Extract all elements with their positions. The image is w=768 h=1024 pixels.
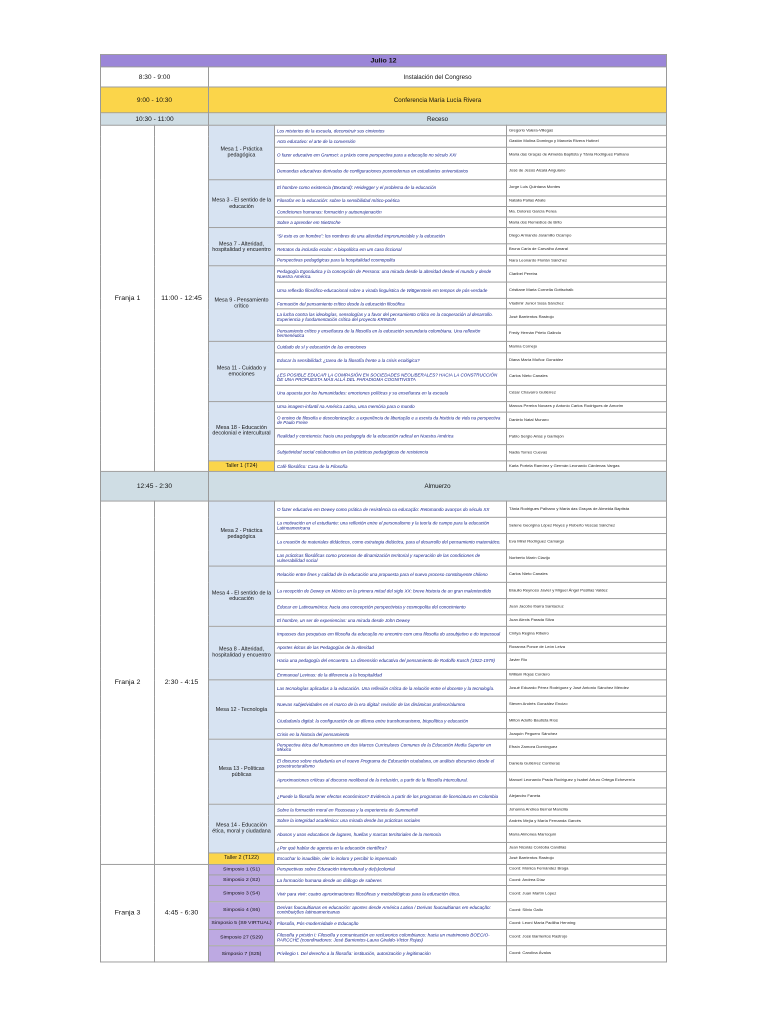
talk-author: Juan Nicolás Cordoba Candilas [507,842,667,853]
talk-author: Carlos Nieto Canales [507,566,667,582]
event-label: Conferencia María Lucía Rivera [209,87,667,113]
talk-title: Realidad y conciencia: hacia una pedagogía de la educación radical en Nuestra América [275,428,507,444]
talk-author: Manuel Leonardo Prada Rodríguez y Isabel Arturo Ortega Echeverría [507,772,667,788]
session-label: Simposio 3 (S4) [209,886,275,902]
talk-title: Impasses das pesquisas em filosofia da educação no encontro com uma filosofia do assubjetivo e do impessoal [275,626,507,642]
talk-title: Perspectiva ética del humanismo en dos Marcos Curriculares Comunes de la Educación Media Superior en México [275,740,507,756]
session-label: Mesa 3 - El sentido de la educación [209,179,275,228]
talk-title: Café filosófico: Casa de la Filosofía [275,461,507,472]
talk-author: Coord: José Barrientos Rastrojo [507,929,667,945]
talk-title: Filosofía y prisión I: Filosofía y comunicación en recluvorios colombianos: hacia un matrimonio BOECIO-PARCCHE (coordinadores: José Barrientos-Laura Giraldo-Víctor Rojas) [275,929,507,945]
talk-author: Daniela Gutiérrez Contreras [507,756,667,772]
talk-author: Roxanna Ponce de León Leiva [507,642,667,653]
talk-author: Carlos Nieto Canales [507,369,667,385]
session-label: Simposio 4 (S6) [209,902,275,918]
talk-title: ¿Puede la filosofía tener efectos económicos? Evidencia a partir de los programas de licenciatura en Colombia [275,788,507,804]
talk-author: Gregorio Valera-Villegas [507,125,667,136]
session-label: Simposio 1 (S1) [209,864,275,875]
talk-author: Jorge Luis Quintana Montes [507,179,667,195]
talk-author: Karla Portela Ramírez y Germán Leonardo Cárdenas Vargas [507,461,667,472]
talk-title: O fazer educativo em Gramsci: a práxis como perspectiva para a educação no século XXI [275,147,507,163]
time-slot: 12:45 - 2:30 [101,472,209,502]
time-slot: 10:30 - 11:00 [101,113,209,125]
event-label: Instalación del Congreso [209,67,667,87]
session-label: Mesa 1 - Práctica pedagógica [209,125,275,179]
talk-author: Pablo Sergio Arias y Garlrejón [507,428,667,444]
talk-author: Diego Armando Jaramillo Ocampo [507,228,667,244]
talk-author: Eva Mirel Rodríguez Camargo [507,534,667,550]
talk-author: Javier Rio [507,653,667,669]
talk-author: Coord: Leoní María Padilha Henning [507,918,667,929]
talk-title: Educar en Latinoamérica: hacia una concepción perspectivista y cosmopolita del conocimiento [275,599,507,615]
talk-title: El discurso sobre ciudadanía en el nuevo Programa de Educación ciudadana, un análisis discursivo desde el posestructuralismo [275,756,507,772]
talk-title: La creación de materiales didácticos, como estrategia didáctica, para el desarrollo del pensamiento matemático. [275,534,507,550]
talk-author: Coord: Andrea Díaz [507,875,667,886]
talk-title: Educar la sensibilidad: ¿tarea de la filosofía frente a la crisis ecológica? [275,353,507,369]
talk-author: Selene Georgina López Reyes y Roberto Vescas Sánchez [507,518,667,534]
talk-title: Uma imagem-infantil na América Latina, uma memória para o mundo [275,401,507,412]
franja-label: Franja 2 [101,501,155,864]
talk-author: Vladimir Junior Sosa Sánchez [507,298,667,309]
session-label: Mesa 2 - Práctica pedagógica [209,501,275,566]
talk-title: Derivas foucaultianas en educación: aportes desde América Latina / Derivas foucaultianas em educação: contribuições latinoamericanas [275,902,507,918]
talk-title: La recepción de Dewey en México en la primera mitad del siglo XX: breve historia de un gran malentendido [275,583,507,599]
talk-author: Alejandro Faneta [507,788,667,804]
talk-author: José Barrientos Rastrojo [507,309,667,325]
talk-title: Aportes éticos de las Pedagogías de la Alteridad [275,642,507,653]
talk-title: Vivir para vivir: cuatro aproximaciones filosóficas y metodológicas para la educación ética. [275,886,507,902]
franja-label: Franja 3 [101,864,155,961]
talk-author: Ma. Dolores García Perea [507,206,667,217]
talk-title: Subjetividad social colaborativa en las prácticas pedagógicas de resistencia [275,445,507,461]
talk-author: María Almonea Marroquín [507,826,667,842]
talk-title: Filosofia, Pós-modernidade e Educação [275,918,507,929]
session-label: Simposio 5 (S9 VIRTUAL) [209,918,275,929]
talk-title: Perspectivas pedagógicas para la hospitalidad cosmopolita [275,255,507,266]
talk-author: Nara Leonardo Florián Sánchez [507,255,667,266]
talk-title: Abusos y usos educativos de lugares, huellas y marcas territoriales de la memoria [275,826,507,842]
talk-author: Bruna Carla de Carvalho Amaral [507,244,667,255]
talk-title: ¿Por qué hablar de agencia en la educación científica? [275,842,507,853]
session-label: Mesa 7 - Alteridad, hospitalidad y encuentro [209,228,275,266]
session-label: Simposio 27 (S29) [209,929,275,945]
talk-author: Claribel Pereira [507,266,667,282]
session-label: Mesa 13 - Políticas públicas [209,740,275,805]
session-label: Taller 2 (T122) [209,853,275,864]
talk-author: Norberto Marín Clavijo [507,550,667,566]
talk-title: El hombre, un ser de experiencias: una mirada desde John Dewey [275,615,507,626]
talk-author: Efraín Zamora Domínguez [507,740,667,756]
session-label: Mesa 4 - El sentido de la educación [209,566,275,626]
franja-time: 4:45 - 6:30 [155,864,209,961]
talk-author: Milton Adolfo Bautista Ríos [507,713,667,729]
talk-title: Demandas educativas derivadas de configuraciones posmodernas en estudiantes universitarios [275,163,507,179]
talk-title: Sobre a aprender em Nietzsche [275,217,507,228]
talk-title: Formación del pensamiento crítico desde la educación filosófica [275,298,507,309]
franja-time: 2:30 - 4:15 [155,501,209,864]
session-label: Mesa 14 - Educación ética, moral y ciudadana [209,805,275,854]
talk-title: La formación humana desde un diálogo de saberes [275,875,507,886]
talk-title: El hombre como existencia (Bextand): Heidegger y el problema de la educación [275,179,507,195]
talk-title: Filosofar en la educación: sobre la sensibilidad mítico-poética [275,196,507,207]
talk-author: Coord: Mónica Fernández Braga [507,864,667,875]
talk-author: José Barrientos Rastrojo [507,853,667,864]
talk-author: Cristiane Maria Cornelia Gottschalk [507,282,667,298]
talk-author: Johanna Andrea Bernal Mancilla [507,805,667,816]
talk-author: Coord: Juan Martín López [507,886,667,902]
talk-title: Las prácticas filosóficas como procesos de dinamización territorial y superación de las condiciones de vulnerabilidad social [275,550,507,566]
talk-title: Emmanuel Levinas: de la diferencia a la hospitalidad [275,669,507,680]
talk-title: Retratos da inclusão ecolar: A biopolítica em um caso ficcional [275,244,507,255]
talk-title: Condiciones humanas: formación y autoenajenación [275,206,507,217]
time-slot: 9:00 - 10:30 [101,87,209,113]
talk-author: Braulio Reynoso Javier y Miguel Ángel Posillas Valdez [507,583,667,599]
talk-title: La motivación en el estudiante: una reflexión entre el personalismo y la teoría de campo para la educación Latinoamericana [275,518,507,534]
talk-title: Sobre la integridad académica: una mirada desde las prácticas sociales [275,815,507,826]
talk-author: Nadia Torres Cuevas [507,445,667,461]
talk-title: Pensamiento crítico y enseñanza de la filosofía en la educación secundaria colombiana. Una reflexión hermenéutica [275,325,507,341]
talk-author: Marcus Pereira Novaes y Antonio Carlos Rodrigues de Amorim [507,401,667,412]
franja-label: Franja 1 [101,125,155,471]
talk-title: Privilegio I. Del derecho a la filosofía: institución, autorización y legitimación [275,945,507,961]
talk-author: William Rojas Cordero [507,669,667,680]
talk-author: Maria dos Remédios de Brito [507,217,667,228]
talk-author: Gastón Molina Domingo y Marcela Rivera Hutinel [507,136,667,147]
talk-title: O fazer educativo em Dewey como prática de resistência na educação: Retomando avanços do século XX [275,501,507,517]
talk-author: Coord: Silvio Gallo [507,902,667,918]
talk-title: Pedagogía Egonáutica y la concepción de Persona: una mirada desde la alteridad desde el mundo y desde Nuestra América. [275,266,507,282]
talk-title: Perspectivas sobre Educación intercultural y de(s)colonial [275,864,507,875]
talk-title: Aproximaciones críticas al discurso neoliberal de la inclusión, a partir de la filosofía intercultural. [275,772,507,788]
talk-title: Escuchar lo inaudible, oler lo inoloro y percibir lo impensado [275,853,507,864]
talk-title: Ciudadanía digital: la configuración de un dilema entre transhumanismo, biopolítica y educación [275,713,507,729]
session-label: Simposio 7 (S25) [209,945,275,961]
talk-author: Juan Alexis Parada Silva [507,615,667,626]
talk-title: Sobre la formación moral en Rousseau y la experiencia de Summerhill [275,805,507,816]
talk-author: Joaquín Peguero Sánchez [507,729,667,740]
event-label: Almuerzo [209,472,667,502]
session-label: Mesa 18 - Educación decolonial e intercultural [209,401,275,461]
talk-author: Cintya Regina Ribeiro [507,626,667,642]
talk-author: Andrés Mejía y María Fernanda Garcés [507,815,667,826]
talk-author: César Chavarro Gutiérrez [507,385,667,401]
talk-author: Tânia Rodrigues Palhano y Maria das Graças de Almeida Baptista [507,501,667,517]
talk-title: Las tecnologías aplicadas a la educación. Una reflexión crítica de la relación entre el docente y la tecnología. [275,680,507,696]
page-title: Julio 12 [101,54,667,66]
talk-title: Nuevas subjetividades en el marco de la era digital: revisión de las dinámicas profesor/alumno [275,696,507,712]
time-slot: 8:30 - 9:00 [101,67,209,87]
talk-author: Juan Jacobo Ibarra Santacruz [507,599,667,615]
session-label: Mesa 9 - Pensamiento crítico [209,266,275,342]
talk-title: Cuidado de sí y educación de las emociones [275,342,507,353]
talk-title: Crisis en la historia del pensamiento [275,729,507,740]
talk-author: Fredy Hernán Prieto Galindo [507,325,667,341]
talk-title: O ensino de filosofia e descolonização: a experiência de libertação e a escrita da história de vida na perspectiva de Paulo Freire [275,412,507,428]
talk-title: Los misterios de la escuela, deconstruir sus cimientos [275,125,507,136]
franja-time: 11:00 - 12:45 [155,125,209,471]
talk-title: ¿ES POSIBLE EDUCAR LA COMPASIÓN EN SOCIEDADES NEOLIBERALES? HACIA LA CONSTRUCCIÓN DE UNA PROPUESTA MÁS ALLÁ DEL PARADIGMA COGNITIVISTA [275,369,507,385]
session-label: Simposio 2 (S2) [209,875,275,886]
talk-author: Diana María Muñoz González [507,353,667,369]
session-label: Mesa 11 - Cuidado y emociones [209,342,275,402]
talk-author: José de Jesús Alcalá Anguiano [507,163,667,179]
talk-title: Uma reflexão filosófico-educacional sobre a virada linguística de Wittgenstein em tempos de pós-verdade [275,282,507,298]
session-label: Mesa 8 - Alteridad, hospitalidad y encuentro [209,626,275,680]
talk-title: Acto educativo: el arte de la conversión [275,136,507,147]
schedule-document [100,54,666,1004]
talk-title: La lucha contra las ideologías, sensologías y a favor del pensamiento crítico en la cooperación al desarrollo. Experiencia y fundamentación crítica del proyecto KRINEIN [275,309,507,325]
talk-title: “Si esto es un hombre”: los nombres de una alteridad impronunciable y la educación [275,228,507,244]
talk-title: Relación entre fines y calidad de la educación una propuesta para el nuevo proceso constituyente chileno [275,566,507,582]
schedule-table [100,54,667,962]
talk-author: Coord: Carolina Ávalos [507,945,667,961]
talk-author: Natalia Pallas Abate [507,196,667,207]
event-label: Receso [209,113,667,125]
talk-title: Una apuesta por las humanidades: emociones políticas y su enseñanza en la escuela [275,385,507,401]
talk-author: Maria das Graças de Almeida Baptista y Tânia Rodrigues Palhano [507,147,667,163]
talk-author: Josué Eduardo Pérez Rodríguez y José Antonio Sánchez Méndez [507,680,667,696]
session-label: Mesa 12 - Tecnología [209,680,275,740]
talk-author: Danielo Natal Munaro [507,412,667,428]
talk-title: Hacia una pedagogía del encuentro. La dimensión educativa del pensamiento de Rodolfo Kusch (1922-1979) [275,653,507,669]
talk-author: Marina Cornejo [507,342,667,353]
talk-author: Steven Andrés González Encizo [507,696,667,712]
session-label: Taller 1 (T24) [209,461,275,472]
